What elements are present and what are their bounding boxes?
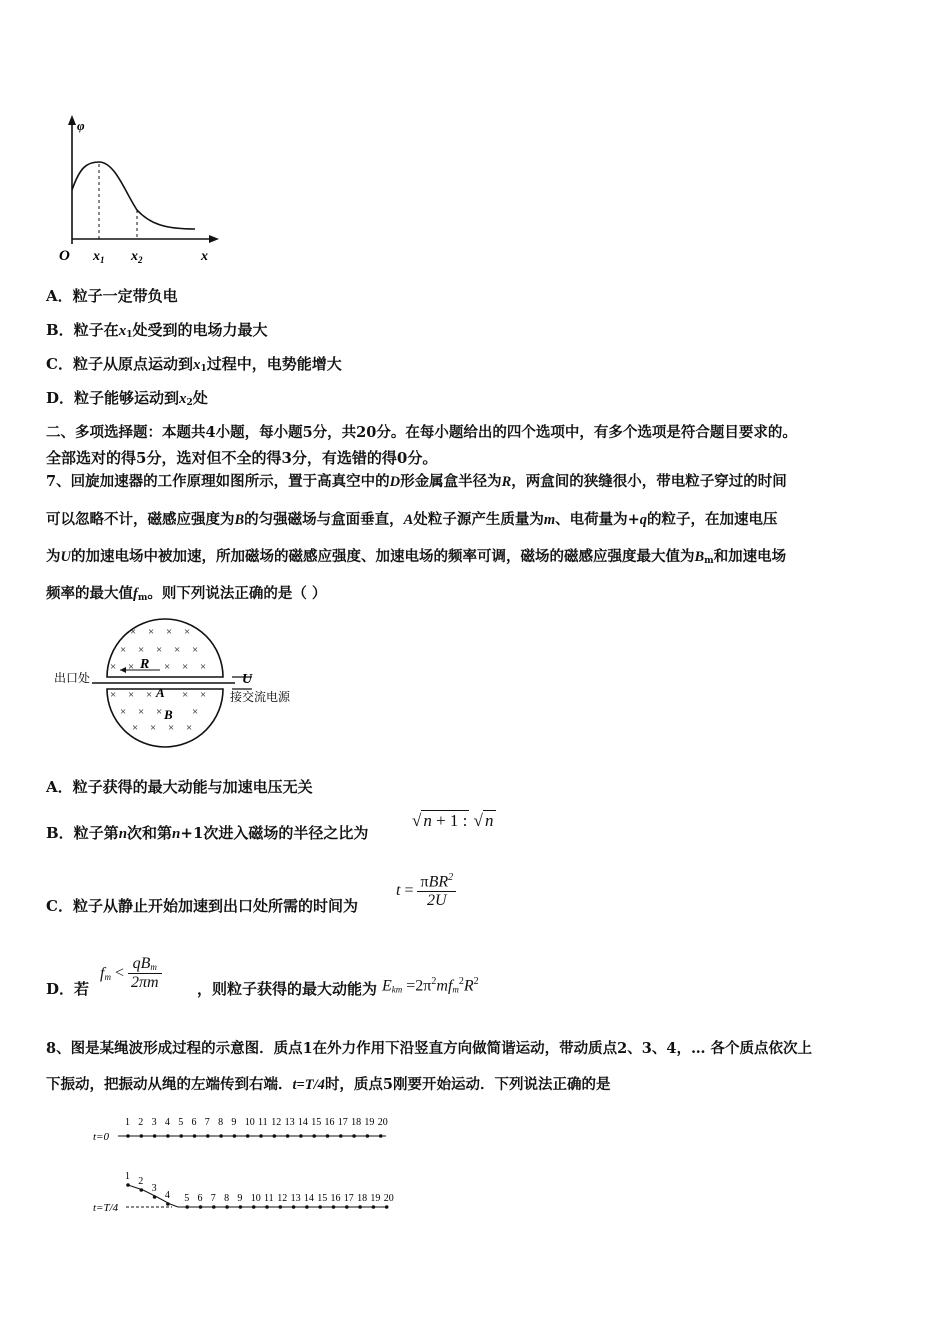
rope-point-label-tq-5: 5 (184, 1193, 190, 1204)
svg-text:×: × (156, 644, 163, 656)
rope-point-tq-1 (126, 1183, 130, 1187)
origin-label: O (59, 248, 70, 264)
x1-tick-label: $x_1$ (93, 249, 105, 265)
svg-text:×: × (166, 626, 173, 638)
rope-point-t0-15 (312, 1134, 316, 1138)
rope-point-tq-20 (385, 1205, 389, 1209)
rope-point-tq-9 (239, 1205, 243, 1209)
q6-option-b: B．粒子在$x_1$处受到的电场力最大 (46, 321, 268, 340)
rope-point-label-t0-7: 7 (204, 1117, 210, 1128)
rope-point-tq-12 (279, 1205, 283, 1209)
rope-point-label-t0-10: 10 (244, 1117, 255, 1128)
y-axis-label: φ (77, 118, 85, 133)
rope-point-label-tq-12: 12 (277, 1193, 288, 1204)
rope-point-t0-8 (219, 1134, 223, 1138)
q7-option-c-expression: t = $\frac{\pi BR^2}{2U}$ (396, 872, 456, 910)
source-label: A (156, 685, 165, 700)
svg-text:×: × (110, 661, 117, 673)
rope-point-label-t0-4: 4 (164, 1117, 170, 1128)
voltage-label: U (242, 672, 253, 687)
ac-source-label: 接交流电源 (230, 690, 291, 704)
rope-point-tq-18 (358, 1205, 362, 1209)
rope-point-label-t0-1: 1 (125, 1117, 130, 1128)
rope-point-tq-19 (372, 1205, 376, 1209)
rope-point-label-t0-6: 6 (191, 1117, 197, 1128)
rope-point-label-tq-6: 6 (197, 1193, 203, 1204)
rope-point-t0-4 (166, 1134, 170, 1138)
rope-point-tq-13 (292, 1205, 296, 1209)
field-label: B (164, 707, 173, 722)
rope-point-label-tq-14: 14 (303, 1193, 314, 1204)
rope-point-label-t0-16: 16 (324, 1117, 335, 1128)
rope-point-t0-13 (286, 1134, 290, 1138)
rope-point-tq-14 (305, 1205, 309, 1209)
svg-text:×: × (184, 626, 191, 638)
svg-text:×: × (186, 722, 193, 734)
rope-point-label-tq-3: 3 (151, 1183, 157, 1194)
svg-text:×: × (150, 722, 157, 734)
rope-point-tq-5 (185, 1205, 189, 1209)
svg-text:×: × (120, 644, 127, 656)
rope-point-label-tq-13: 13 (290, 1193, 301, 1204)
x2-tick-label: $x_2$ (131, 249, 143, 265)
q7-option-d: D．若 ，则粒子获得的最大动能为 (46, 980, 378, 998)
rope-point-tq-10 (252, 1205, 256, 1209)
exit-label: 出口处 (54, 671, 91, 685)
q7-stem-line4: 频率的最大值$f_m$。则下列说法正确的是（ ） (46, 585, 327, 603)
q7-option-d-expression: $E_{km} =2\pi^2mf_m^2R^2$ (382, 976, 479, 995)
svg-text:×: × (128, 689, 135, 701)
rope-point-label-t0-12: 12 (271, 1117, 282, 1128)
rope-point-label-tq-16: 16 (330, 1193, 341, 1204)
rope-point-t0-2 (140, 1134, 144, 1138)
svg-text:×: × (192, 706, 199, 718)
rope-point-t0-20 (379, 1134, 383, 1138)
q6-option-d: D．粒子能够运动到$x_2$处 (46, 389, 208, 408)
cross-marks (110, 626, 206, 734)
rope-point-t0-6 (193, 1134, 197, 1138)
svg-text:×: × (130, 626, 137, 638)
rope-point-label-tq-18: 18 (357, 1193, 368, 1204)
q7-option-b: B．粒子第n次和第n+1次进入磁场的半径之比为 (46, 824, 369, 842)
rope-point-label-tq-9: 9 (237, 1193, 243, 1204)
rope-point-label-tq-8: 8 (224, 1193, 230, 1204)
rope-point-t0-14 (299, 1134, 303, 1138)
rope-point-label-tq-10: 10 (250, 1193, 261, 1204)
rope-point-tq-17 (345, 1205, 349, 1209)
rope-point-label-t0-17: 17 (337, 1117, 348, 1128)
svg-text:×: × (192, 644, 199, 656)
radius-label: R (140, 657, 150, 672)
svg-text:×: × (128, 661, 135, 673)
rope-point-label-tq-19: 19 (370, 1193, 381, 1204)
rope-point-label-t0-9: 9 (231, 1117, 237, 1128)
svg-text:×: × (132, 722, 139, 734)
svg-text:×: × (148, 626, 155, 638)
q7-stem-line3: 为U的加速电场中被加速，所加磁场的磁感应强度、加速电场的频率可调，磁场的磁感应强度最大值为$B_m$和加速电场 (46, 548, 787, 566)
rope-point-tq-4 (166, 1202, 170, 1206)
rope-point-label-t0-2: 2 (138, 1117, 144, 1128)
rope-point-t0-11 (259, 1134, 263, 1138)
q6-option-a: A．粒子一定带负电 (46, 287, 178, 305)
section2-line2: 全部选对的得5分，选对但不全的得3分，有选错的得0分。 (46, 449, 438, 467)
rope-point-t0-17 (339, 1134, 343, 1138)
rope-point-t0-3 (153, 1134, 157, 1138)
rope-point-label-tq-7: 7 (210, 1193, 216, 1204)
rope-point-label-t0-13: 13 (284, 1117, 295, 1128)
q8-stem-line2: 下振动，把振动从绳的左端传到右端．t=T/4时，质点5刚要开始运动．下列说法正确的是 (46, 1076, 611, 1093)
svg-text:×: × (146, 689, 153, 701)
svg-text:×: × (164, 661, 171, 673)
rope-point-label-t0-18: 18 (351, 1117, 362, 1128)
svg-text:×: × (200, 689, 207, 701)
rope-point-tq-6 (199, 1205, 203, 1209)
rope-point-tq-3 (153, 1195, 157, 1199)
rope-point-t0-9 (233, 1134, 237, 1138)
rope-point-t0-5 (179, 1134, 183, 1138)
rope-point-tq-7 (212, 1205, 216, 1209)
svg-text:×: × (138, 706, 145, 718)
rope-point-label-tq-15: 15 (317, 1193, 328, 1204)
row2-time-label: t=T/4 (93, 1202, 119, 1214)
rope-point-label-t0-20: 20 (377, 1117, 388, 1128)
q7-option-d-condition: $f_m$ < $\frac{qB_m}{2\pi m}$ (100, 955, 162, 992)
svg-text:×: × (182, 689, 189, 701)
rope-point-t0-18 (352, 1134, 356, 1138)
rope-point-label-t0-8: 8 (218, 1117, 224, 1128)
q7-option-c: C．粒子从静止开始加速到出口处所需的时间为 (46, 897, 358, 915)
rope-point-t0-16 (326, 1134, 330, 1138)
row1-time-label: t=0 (93, 1131, 109, 1143)
q7-stem-line1: 7、回旋加速器的工作原理如图所示，置于高真空中的D形金属盒半径为R，两盒间的狭缝很小，带电粒子穿过的时间 (46, 473, 787, 490)
svg-text:×: × (182, 661, 189, 673)
q7-option-b-expression: √ n + 1 : √ n (412, 811, 494, 830)
rope-point-tq-15 (318, 1205, 322, 1209)
svg-text:×: × (168, 722, 175, 734)
rope-wave-diagram (90, 1110, 400, 1220)
rope-point-label-tq-4: 4 (164, 1190, 170, 1201)
potential-graph (55, 112, 225, 267)
rope-point-t0-7 (206, 1134, 210, 1138)
rope-point-label-t0-5: 5 (178, 1117, 184, 1128)
q6-option-c: C．粒子从原点运动到$x_1$过程中，电势能增大 (46, 355, 342, 374)
q7-stem-line2: 可以忽略不计，磁感应强度为B的匀强磁场与盒面垂直，A处粒子源产生质量为m、电荷量为+q的粒子，在加速电压 (46, 511, 778, 528)
rope-point-label-tq-1: 1 (125, 1171, 130, 1182)
rope-point-label-tq-20: 20 (383, 1193, 394, 1204)
q7-option-a: A．粒子获得的最大动能与加速电压无关 (46, 778, 313, 796)
svg-text:×: × (138, 644, 145, 656)
q8-stem-line1: 8、图是某绳波形成过程的示意图．质点1在外力作用下沿竖直方向做简谐运动，带动质点2、3、4，… 各个质点依次上 (46, 1040, 812, 1057)
rope-point-label-tq-2: 2 (138, 1176, 144, 1187)
rope-point-label-t0-11: 11 (258, 1117, 268, 1128)
x-axis-label: x (201, 249, 208, 264)
rope-point-t0-12 (273, 1134, 277, 1138)
rope-point-label-t0-19: 19 (364, 1117, 375, 1128)
rope-point-tq-16 (332, 1205, 336, 1209)
rope-point-tq-8 (225, 1205, 229, 1209)
rope-point-label-t0-14: 14 (297, 1117, 308, 1128)
rope-point-t0-19 (366, 1134, 370, 1138)
svg-text:×: × (156, 706, 163, 718)
svg-text:×: × (174, 644, 181, 656)
section2-line1: 二、多项选择题：本题共4小题，每小题5分，共20分。在每小题给出的四个选项中，有多个选项是符合题目要求的。 (46, 424, 797, 441)
rope-point-label-tq-11: 11 (264, 1193, 274, 1204)
rope-point-tq-2 (140, 1188, 144, 1192)
rope-point-label-tq-17: 17 (343, 1193, 354, 1204)
svg-text:×: × (200, 661, 207, 673)
svg-text:×: × (110, 689, 117, 701)
cyclotron-diagram (52, 618, 312, 748)
rope-point-t0-1 (126, 1134, 130, 1138)
svg-text:×: × (120, 706, 127, 718)
rope-point-tq-11 (265, 1205, 269, 1209)
rope-point-t0-10 (246, 1134, 250, 1138)
rope-point-label-t0-3: 3 (151, 1117, 157, 1128)
rope-point-label-t0-15: 15 (311, 1117, 322, 1128)
